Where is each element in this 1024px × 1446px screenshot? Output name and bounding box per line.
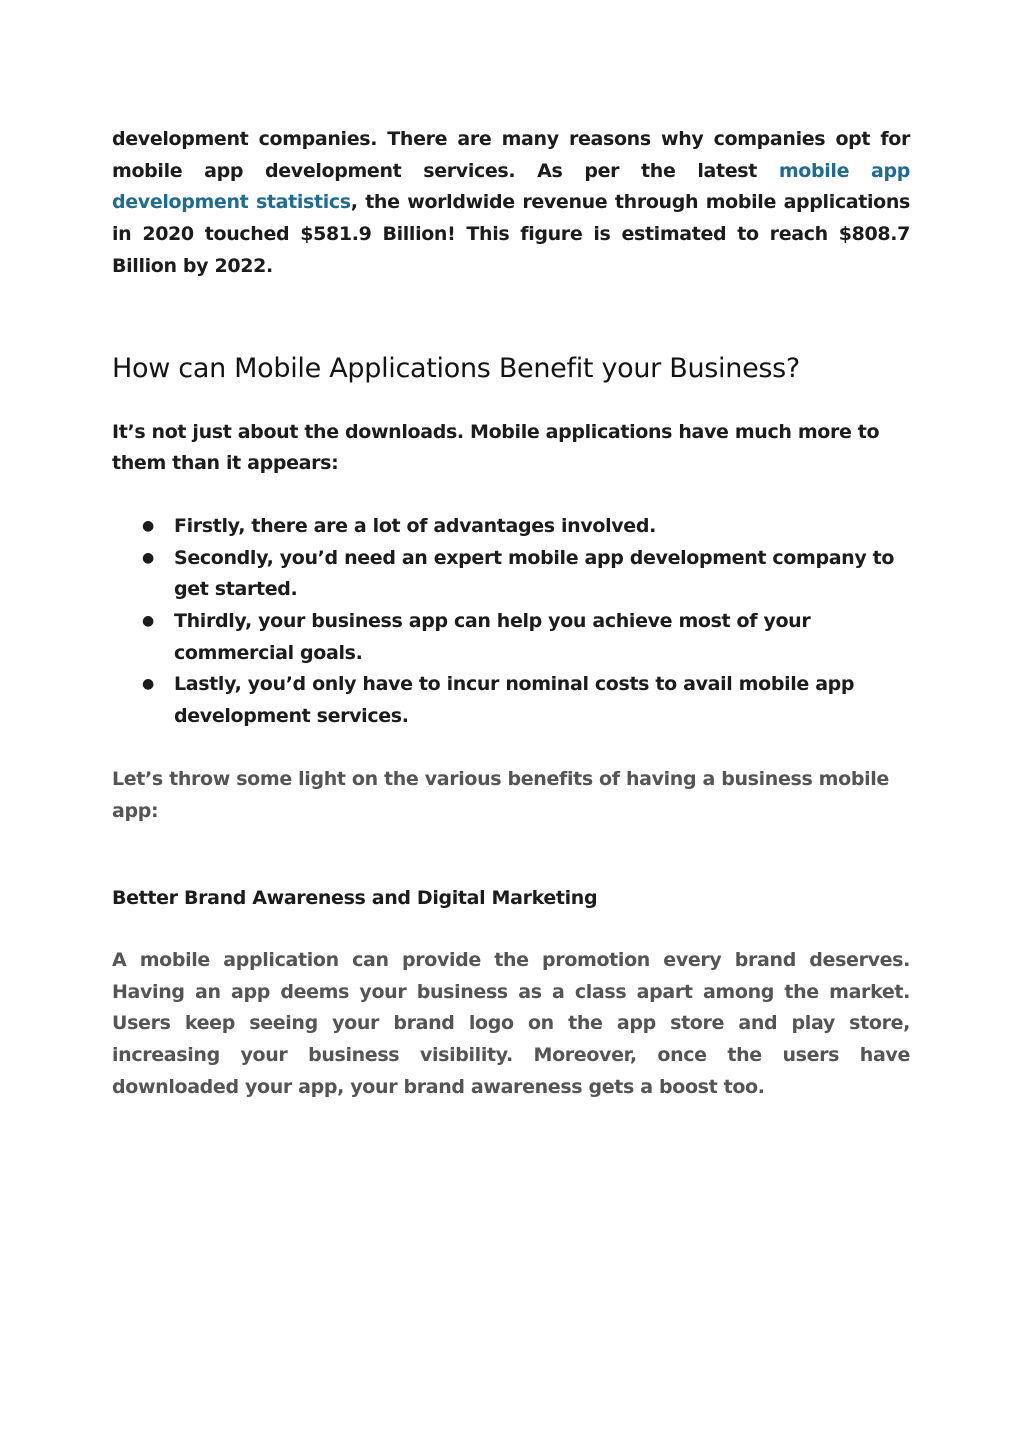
list-item	[112, 669, 910, 732]
list-item	[112, 543, 910, 606]
list-item-text: Thirdly, your business app can help you achieve most of your commercial goals.	[174, 610, 811, 664]
bullet-icon: ●	[142, 613, 154, 630]
subsection-body-paragraph: A mobile application can provide the promotion every brand deserves. Having an app deems your business as a class apart among the market. Users keep seeing your brand logo on the app store and play store, increasing your business visibility. Moreover, once the users have downloaded your app, your brand awareness gets a boost too.	[112, 948, 910, 1098]
intro-text-before-link: development companies. There are many reasons why companies opt for mobile app development services. As per the latest	[112, 128, 910, 182]
intro-text-after-link: , the worldwide revenue through mobile applications in 2020 touched $581.9 Billion! This figure is estimated to reach $808.7 Billion by 2022.	[112, 191, 911, 277]
bullet-icon: ●	[142, 549, 154, 566]
subsection-heading: Better Brand Awareness and Digital Marketing	[112, 887, 598, 910]
document-page	[112, 124, 910, 1103]
bullet-icon: ●	[142, 517, 154, 534]
benefits-list	[112, 511, 910, 733]
statistics-link[interactable]: mobile app development statistics	[112, 159, 910, 214]
section-heading: How can Mobile Applications Benefit your Business?	[112, 352, 800, 384]
bullet-icon: ●	[142, 676, 154, 693]
section-lead-paragraph: It’s not just about the downloads. Mobile applications have much more to them than it appears:	[112, 420, 880, 475]
list-item-text: Lastly, you’d only have to incur nominal costs to avail mobile app development services.	[174, 673, 855, 728]
list-item	[112, 606, 910, 669]
transition-paragraph: Let’s throw some light on the various benefits of having a business mobile app:	[112, 767, 889, 822]
list-item	[112, 511, 910, 543]
list-item-text: Secondly, you’d need an expert mobile app development company to get started.	[174, 546, 895, 601]
list-item-text: Firstly, there are a lot of advantages involved.	[174, 514, 656, 537]
intro-paragraph	[112, 124, 910, 283]
